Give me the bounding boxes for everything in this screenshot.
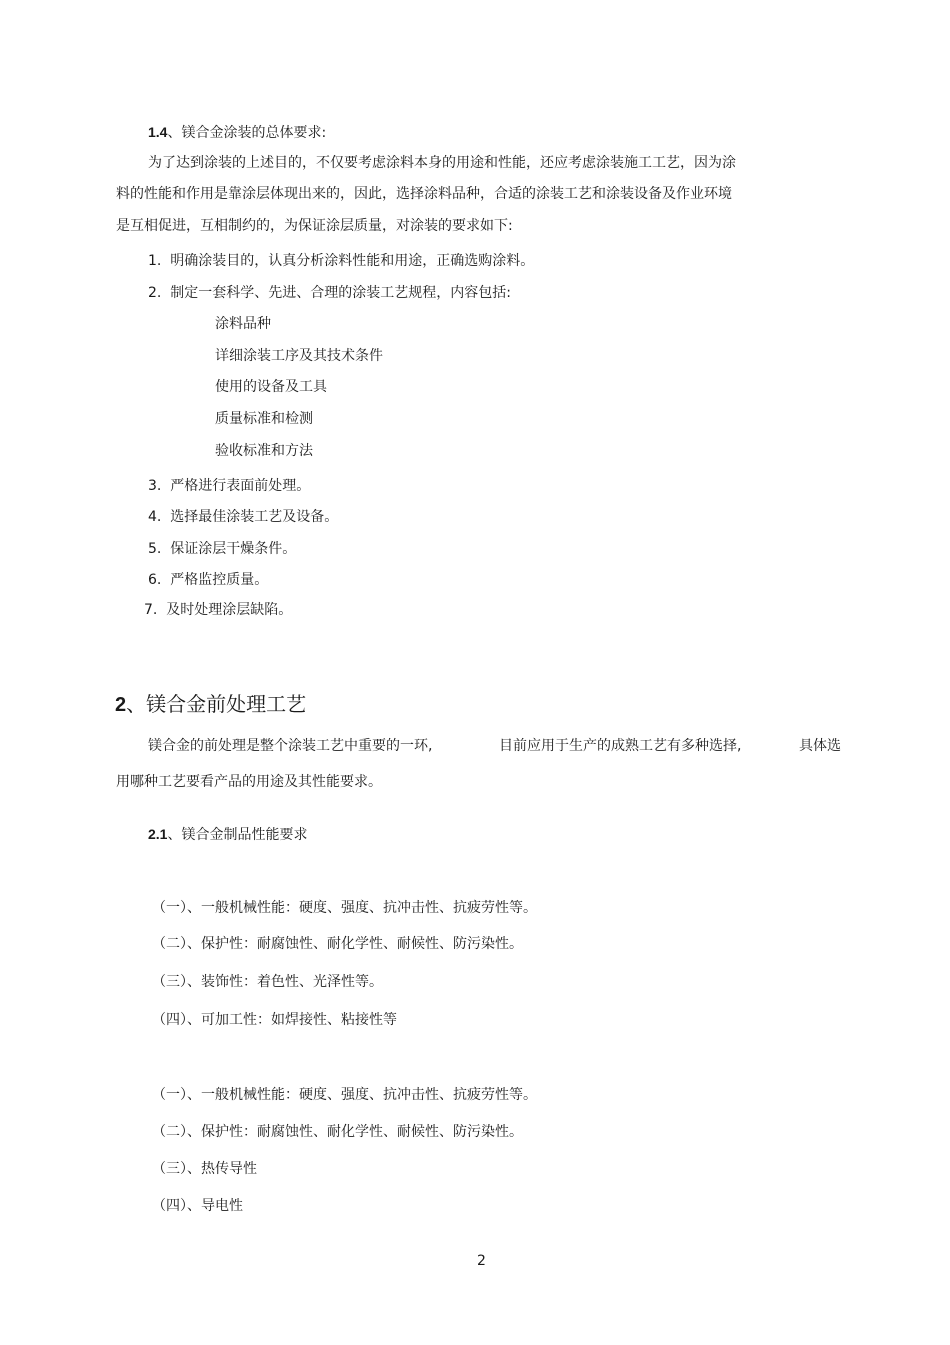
list-item-number: 7. (144, 602, 158, 618)
list-item-text: 严格监控质量。 (170, 572, 269, 588)
requirement-item: （四）、导电性 (152, 1198, 243, 1214)
list-item-text: 保证涂层干燥条件。 (170, 541, 297, 557)
sub-list-item: 详细涂装工序及其技术条件 (215, 348, 383, 364)
list-item (148, 252, 534, 270)
list-item (148, 540, 296, 558)
section-title: 、镁合金涂装的总体要求: (167, 125, 327, 141)
paragraph-part: 目前应用于生产的成熟工艺有多种选择, (499, 738, 742, 754)
section-number: 2.1 (148, 826, 168, 842)
section-2-heading (115, 692, 306, 717)
list-item-text: 选择最佳涂装工艺及设备。 (170, 509, 339, 525)
paragraph-line: 为了达到涂装的上述目的，不仅要考虑涂料本身的用途和性能，还应考虑涂装施工工艺，因为涂 (148, 155, 736, 171)
list-item-number: 1. (148, 253, 162, 269)
sub-list-item: 使用的设备及工具 (215, 379, 327, 395)
requirement-item: （三）、热传导性 (152, 1161, 257, 1177)
list-item (148, 571, 268, 589)
list-item-text: 制定一套科学、先进、合理的涂装工艺规程，内容包括: (170, 285, 511, 301)
paragraph-part: 具体选 (799, 738, 841, 754)
list-item-number: 2. (148, 285, 162, 301)
list-item-number: 4. (148, 509, 162, 525)
list-item-number: 5. (148, 541, 162, 557)
paragraph-part: 镁合金的前处理是整个涂装工艺中重要的一环, (148, 738, 433, 754)
list-item (144, 601, 292, 619)
requirement-item: （一）、一般机械性能：硬度、强度、抗冲击性、抗疲劳性等。 (152, 1087, 537, 1103)
list-item (148, 477, 310, 495)
list-item-text: 明确涂装目的，认真分析涂料性能和用途，正确选购涂料。 (170, 253, 535, 269)
section-number: 2 (115, 694, 127, 716)
section-title: 、镁合金前处理工艺 (126, 692, 307, 716)
requirement-item: （二）、保护性：耐腐蚀性、耐化学性、耐候性、防污染性。 (152, 1124, 523, 1140)
paragraph-line: 是互相促进，互相制约的，为保证涂层质量，对涂装的要求如下: (116, 218, 513, 234)
list-item-text: 及时处理涂层缺陷。 (166, 602, 293, 618)
section-title: 、镁合金制品性能要求 (167, 827, 308, 843)
sub-list-item: 质量标准和检测 (215, 411, 313, 427)
requirement-item: （二）、保护性：耐腐蚀性、耐化学性、耐候性、防污染性。 (152, 936, 523, 952)
requirement-item: （一）、一般机械性能：硬度、强度、抗冲击性、抗疲劳性等。 (152, 900, 537, 916)
list-item (148, 508, 338, 526)
section-number: 1.4 (148, 124, 168, 140)
list-item-number: 6. (148, 572, 162, 588)
sub-list-item: 验收标准和方法 (215, 443, 313, 459)
list-item (148, 284, 511, 302)
requirement-item: （三）、装饰性：着色性、光泽性等。 (152, 974, 383, 990)
section-2-1-heading (148, 825, 307, 844)
paragraph-line: 料的性能和作用是靠涂层体现出来的，因此，选择涂料品种，合适的涂装工艺和涂装设备及作业环境 (116, 186, 732, 202)
requirement-item: （四）、可加工性：如焊接性、粘接性等 (152, 1012, 397, 1028)
list-item-number: 3. (148, 478, 162, 494)
sub-list-item: 涂料品种 (215, 316, 271, 332)
page-number: 2 (477, 1253, 486, 1269)
paragraph-line: 用哪种工艺要看产品的用途及其性能要求。 (116, 774, 382, 790)
list-item-text: 严格进行表面前处理。 (170, 478, 311, 494)
section-1-4-heading (148, 123, 326, 142)
